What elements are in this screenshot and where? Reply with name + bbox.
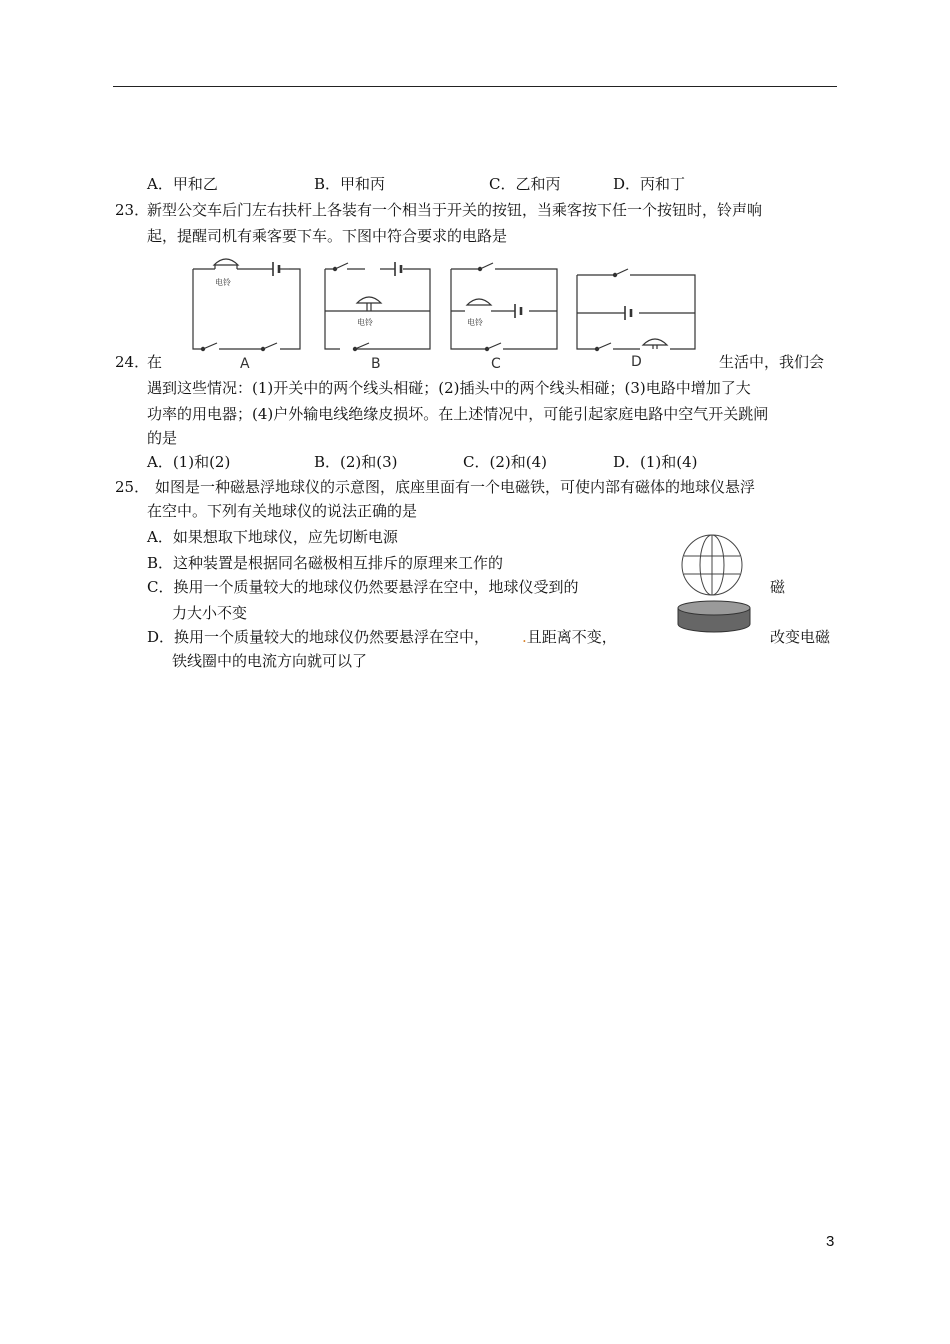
q25-option-b: B．这种装置是根据同名磁极相互排斥的原理来工作的 (147, 554, 504, 572)
q24-option-c: C．(2)和(4) (463, 453, 547, 471)
q23-stem-line1: 新型公交车后门左右扶杆上各装有一个相当于开关的按钮，当乘客按下任一个按钮时，铃声响 (147, 201, 763, 219)
q24-option-d: D．(1)和(4) (613, 453, 698, 471)
q22-option-d: D．丙和丁 (613, 175, 686, 193)
q25-option-c-line2: 力大小不变 (172, 604, 248, 622)
circuit-b (325, 262, 430, 372)
q25-option-a: A．如果想取下地球仪，应先切断电源 (147, 528, 398, 546)
circuit-c (451, 263, 557, 372)
q25-option-d-line1: D．换用一个质量较大的地球仪仍然要悬浮在空中， (147, 628, 490, 646)
figure-label-d: D (631, 354, 642, 370)
electromagnet-base (678, 601, 750, 615)
q24-stem-line4: 的是 (147, 429, 178, 447)
q25-option-d-mid: .且距离不变， (522, 628, 617, 646)
circuit-d (577, 269, 695, 370)
q25-option-c-line1: C．换用一个质量较大的地球仪仍然要悬浮在空中，地球仪受到的 (147, 578, 579, 596)
figure-label-a: A (240, 356, 250, 372)
header-rule (113, 86, 837, 87)
bell-label: 电铃 (467, 318, 483, 327)
q24-option-a: A．(1)和(2) (147, 453, 231, 471)
bell-label: 电铃 (215, 278, 231, 287)
circuit-a (193, 259, 300, 372)
bell-label: 电铃 (357, 318, 373, 327)
q25-stem-line1: 如图是一种磁悬浮地球仪的示意图，底座里面有一个电磁铁，可使内部有磁体的地球仪悬浮 (155, 478, 756, 496)
q22-option-a: A．甲和乙 (147, 175, 218, 193)
q23-circuit-figures (185, 255, 705, 375)
q25-stem-line2: 在空中。下列有关地球仪的说法正确的是 (147, 502, 418, 520)
q24-stem-line2: 遇到这些情况：(1)开关中的两个线头相碰；(2)插头中的两个线头相碰；(3)电路中增加了大 (147, 379, 751, 397)
q22-option-b: B．甲和丙 (314, 175, 386, 193)
q23-stem-line2: 起，提醒司机有乘客要下车。下图中符合要求的电路是 (147, 227, 508, 245)
q24-stem-line3: 功率的用电器；(4)户外输电线绝缘皮损坏。在上述情况中，可能引起家庭电路中空气开关跳闸 (147, 405, 769, 423)
q25-option-c-tail: 磁 (770, 578, 786, 596)
q25-option-d-tail: 改变电磁 (770, 628, 831, 646)
page-number: 3 (826, 1233, 835, 1250)
maglev-globe-figure (672, 528, 762, 638)
q23-number: 23． (115, 201, 150, 219)
q25-option-d-line2: 铁线圈中的电流方向就可以了 (172, 652, 368, 670)
q24-stem-tail: 生活中，我们会 (719, 353, 825, 371)
figure-label-c: C (491, 356, 501, 372)
q24-number: 24． (115, 353, 150, 371)
q22-option-c: C．乙和丙 (489, 175, 561, 193)
q24-stem-lead: 在 (147, 353, 163, 371)
figure-label-b: B (371, 356, 381, 372)
q24-option-b: B．(2)和(3) (314, 453, 398, 471)
q25-number: 25． (115, 478, 150, 496)
